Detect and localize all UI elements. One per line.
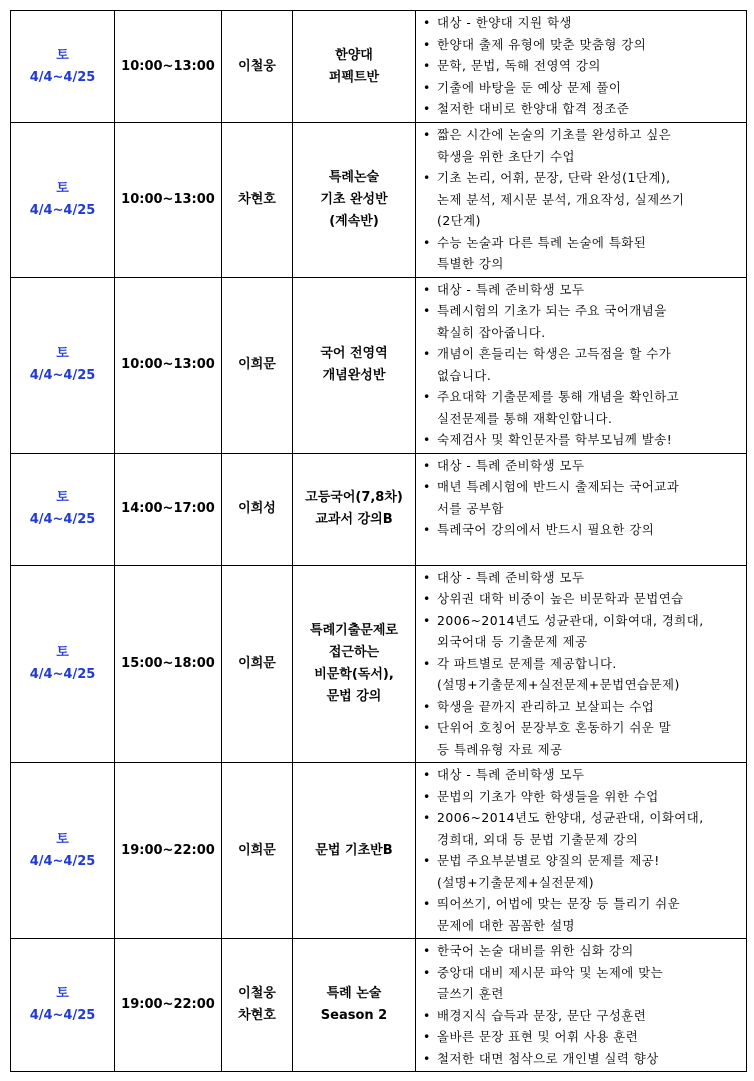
teacher-cell (222, 763, 293, 939)
class-time: 19:00~22:00 (121, 842, 215, 858)
class-time: 10:00~13:00 (121, 357, 215, 372)
course-title-line: 접근하는 (328, 644, 380, 660)
course-title-line: 비문학(독서), (314, 666, 394, 682)
description-line: • 짧은 시간에 논술의 기초를 완성하고 싶은 (437, 127, 672, 142)
description-line: • 철저한 대면 첨삭으로 개인별 실력 향상 (437, 1050, 659, 1066)
teacher-cell (222, 277, 293, 453)
description-item (422, 167, 742, 232)
description-line: • 단위어 호칭어 문장부호 혼동하기 쉬운 말 (437, 720, 672, 735)
day-cell (11, 763, 115, 939)
description-line: • 철저한 대비로 한양대 합격 정조준 (437, 101, 630, 116)
date-range: 4/4~4/25 (29, 853, 96, 869)
course-title-line: 개념완성반 (322, 368, 386, 383)
teacher-cell (222, 123, 293, 278)
description-item (422, 940, 742, 962)
description-item (422, 610, 742, 653)
description-line: • 대상 - 특례 준비학생 모두 (437, 457, 585, 473)
course-title-line: 특례 논술 (326, 986, 382, 1001)
description-list (422, 279, 742, 451)
description-item (422, 1048, 742, 1070)
description-line: • 숙제검사 및 확인문자를 학부모님께 발송! (437, 432, 673, 447)
description-cell (416, 453, 747, 565)
description-line: • 띄어쓰기, 어법에 맞는 문장 등 틀리기 쉬운 (437, 896, 681, 911)
description-line: 학생을 위한 초단기 수업 (437, 148, 576, 164)
description-line: (2단계) (437, 213, 481, 228)
description-line: • 기초 논리, 어휘, 문장, 단락 완성(1단계), (437, 170, 671, 185)
description-item (422, 429, 742, 451)
course-cell (293, 277, 416, 453)
day-cell (11, 939, 115, 1072)
class-time: 10:00~13:00 (121, 191, 215, 207)
description-item (422, 653, 742, 696)
schedule-table (10, 10, 747, 1072)
teacher-name: 이희성 (238, 501, 276, 516)
description-item (422, 717, 742, 760)
course-title-line: 특례논술 (328, 169, 380, 185)
day-label: 토 (56, 986, 69, 1001)
description-line: (설명+기출문제+실전문제+문법연습문제) (437, 677, 680, 692)
class-time: 10:00~13:00 (121, 58, 215, 74)
description-line: • 배경지식 습득과 문장, 문단 구성훈련 (437, 1007, 647, 1023)
description-item (422, 519, 742, 541)
description-line: • 상위권 대학 비중이 높은 비문학과 문법연습 (437, 591, 684, 606)
description-item (422, 34, 742, 56)
description-item (422, 476, 742, 519)
description-item (422, 343, 742, 386)
teacher-name: 이철웅 (238, 58, 276, 74)
day-label: 토 (56, 346, 69, 361)
description-line: 문제에 대한 꼼꼼한 설명 (437, 917, 576, 933)
time-cell (115, 11, 222, 123)
description-cell (416, 277, 747, 453)
description-item (422, 807, 742, 850)
description-list (422, 567, 742, 761)
course-title-line: 특례기출문제로 (310, 622, 398, 638)
description-line: • 올바른 문장 표현 및 어휘 사용 훈련 (437, 1029, 639, 1044)
description-line: 논제 분석, 제시문 분석, 개요작성, 실제쓰기 (437, 191, 685, 207)
schedule-row (11, 277, 747, 453)
time-cell (115, 763, 222, 939)
description-line: 글쓰기 훈련 (437, 986, 504, 1001)
day-label: 토 (56, 490, 69, 505)
teacher-name: 차현호 (238, 191, 276, 207)
description-line: • 대상 - 특례 준비학생 모두 (437, 281, 585, 297)
description-item (422, 98, 742, 120)
description-item (422, 386, 742, 429)
description-item (422, 12, 742, 34)
course-title-line: 한양대 (335, 47, 373, 63)
description-item (422, 588, 742, 610)
description-list (422, 455, 742, 541)
description-line: • 학생을 끝까지 관리하고 보살피는 수업 (437, 698, 655, 714)
description-line: • 문법의 기초가 약한 학생들을 위한 수업 (437, 788, 659, 804)
description-line: • 2006~2014년도 성균관대, 이화여대, 경희대, (437, 612, 704, 628)
description-line: • 주요대학 기출문제를 통해 개념을 확인하고 (437, 389, 680, 404)
teacher-name: 이희문 (238, 357, 276, 372)
date-range: 4/4~4/25 (29, 666, 96, 682)
description-line: • 대상 - 특례 준비학생 모두 (437, 569, 585, 585)
teacher-name: 이철웅 (238, 986, 276, 1001)
time-cell (115, 453, 222, 565)
teacher-name: 이희문 (238, 842, 276, 858)
description-item (422, 77, 742, 99)
description-cell (416, 565, 747, 763)
day-label: 토 (56, 47, 69, 63)
course-title-line: 국어 전영역 (320, 346, 388, 361)
description-list (422, 12, 742, 120)
description-item (422, 893, 742, 936)
date-range: 4/4~4/25 (29, 69, 96, 85)
description-item (422, 1005, 742, 1027)
course-cell (293, 939, 416, 1072)
day-cell (11, 277, 115, 453)
description-list (422, 764, 742, 936)
time-cell (115, 939, 222, 1072)
description-list (422, 940, 742, 1069)
description-item (422, 696, 742, 718)
teacher-cell (222, 453, 293, 565)
description-line: • 매년 특례시험에 반드시 출제되는 국어교과 (437, 479, 680, 494)
course-title-line: 교과서 강의B (315, 512, 393, 527)
day-cell (11, 453, 115, 565)
time-cell (115, 123, 222, 278)
description-item (422, 962, 742, 1005)
description-line: • 대상 - 한양대 지원 학생 (437, 15, 572, 30)
course-title-line: 문법 기초반B (315, 842, 393, 858)
schedule-body (11, 11, 747, 1072)
schedule-row (11, 11, 747, 123)
time-cell (115, 565, 222, 763)
course-title-line: 고등국어(7,8차) (305, 490, 403, 505)
description-item (422, 1026, 742, 1048)
description-list (422, 124, 742, 275)
teacher-name: 이희문 (238, 655, 276, 671)
description-item (422, 232, 742, 275)
course-title-line: 문법 강의 (326, 688, 382, 704)
description-line: 외국어대 등 기출문제 제공 (437, 634, 588, 649)
description-line: • 특례시험의 기초가 되는 주요 국어개념을 (437, 303, 667, 318)
schedule-row (11, 453, 747, 565)
day-cell (11, 123, 115, 278)
course-cell (293, 11, 416, 123)
description-line: • 특례국어 강의에서 반드시 필요한 강의 (437, 522, 655, 537)
day-label: 토 (56, 180, 69, 196)
description-line: (설명+기출문제+실전문제) (437, 874, 595, 890)
description-line: • 중앙대 대비 제시문 파악 및 논제에 맞는 (437, 964, 664, 980)
description-line: • 각 파트별로 문제를 제공합니다. (437, 655, 617, 671)
course-title-line: Season 2 (320, 1008, 388, 1023)
day-label: 토 (56, 831, 69, 847)
date-range: 4/4~4/25 (29, 368, 96, 383)
description-line: • 2006~2014년도 한양대, 성균관대, 이화여대, (437, 810, 704, 825)
day-cell (11, 565, 115, 763)
course-title-line: 기초 완성반 (320, 191, 388, 207)
description-line: 확실히 잡아줍니다. (437, 324, 546, 340)
description-line: • 한국어 논술 대비를 위한 심화 강의 (437, 943, 634, 958)
schedule-row (11, 763, 747, 939)
description-line: 특별한 강의 (437, 256, 504, 271)
description-line: 서를 공부함 (437, 500, 504, 516)
description-cell (416, 763, 747, 939)
date-range: 4/4~4/25 (29, 512, 96, 527)
description-item (422, 850, 742, 893)
description-line: 없습니다. (437, 367, 492, 383)
course-cell (293, 565, 416, 763)
class-time: 14:00~17:00 (121, 501, 215, 516)
class-time: 19:00~22:00 (121, 997, 215, 1012)
schedule-row (11, 123, 747, 278)
teacher-cell (222, 565, 293, 763)
teacher-cell (222, 939, 293, 1072)
description-line: 실전문제를 통해 재확인합니다. (437, 410, 613, 426)
date-range: 4/4~4/25 (29, 1008, 96, 1023)
course-title-line: 퍼펙트반 (328, 69, 380, 85)
description-line: • 대상 - 특례 준비학생 모두 (437, 767, 585, 782)
description-cell (416, 123, 747, 278)
date-range: 4/4~4/25 (29, 202, 96, 218)
time-cell (115, 277, 222, 453)
schedule-row (11, 939, 747, 1072)
course-title-line: (계속반) (329, 213, 379, 229)
course-cell (293, 453, 416, 565)
description-cell (416, 939, 747, 1072)
description-cell (416, 11, 747, 123)
course-cell (293, 763, 416, 939)
description-item (422, 786, 742, 808)
description-item (422, 300, 742, 343)
description-line: • 수능 논술과 다른 특례 논술에 특화된 (437, 234, 647, 250)
description-item (422, 55, 742, 77)
course-cell (293, 123, 416, 278)
description-item (422, 124, 742, 167)
description-line: 경희대, 외대 등 문법 기출문제 강의 (437, 831, 639, 847)
description-line: • 문법 주요부분별로 양질의 문제를 제공! (437, 853, 660, 868)
teacher-name: 차현호 (238, 1008, 276, 1023)
description-item (422, 764, 742, 786)
description-item (422, 567, 742, 589)
description-line: • 개념이 흔들리는 학생은 고득점을 할 수가 (437, 346, 672, 361)
description-item (422, 279, 742, 301)
day-cell (11, 11, 115, 123)
description-line: • 한양대 출제 유형에 맞춘 맞춤형 강의 (437, 36, 647, 52)
teacher-cell (222, 11, 293, 123)
schedule-row (11, 565, 747, 763)
description-line: • 기출에 바탕을 둔 예상 문제 풀이 (437, 79, 622, 95)
class-time: 15:00~18:00 (121, 655, 215, 671)
description-item (422, 455, 742, 477)
description-line: 등 특례유형 자료 제공 (437, 741, 563, 757)
description-line: • 문학, 문법, 독해 전영역 강의 (437, 58, 601, 73)
day-label: 토 (56, 644, 69, 660)
